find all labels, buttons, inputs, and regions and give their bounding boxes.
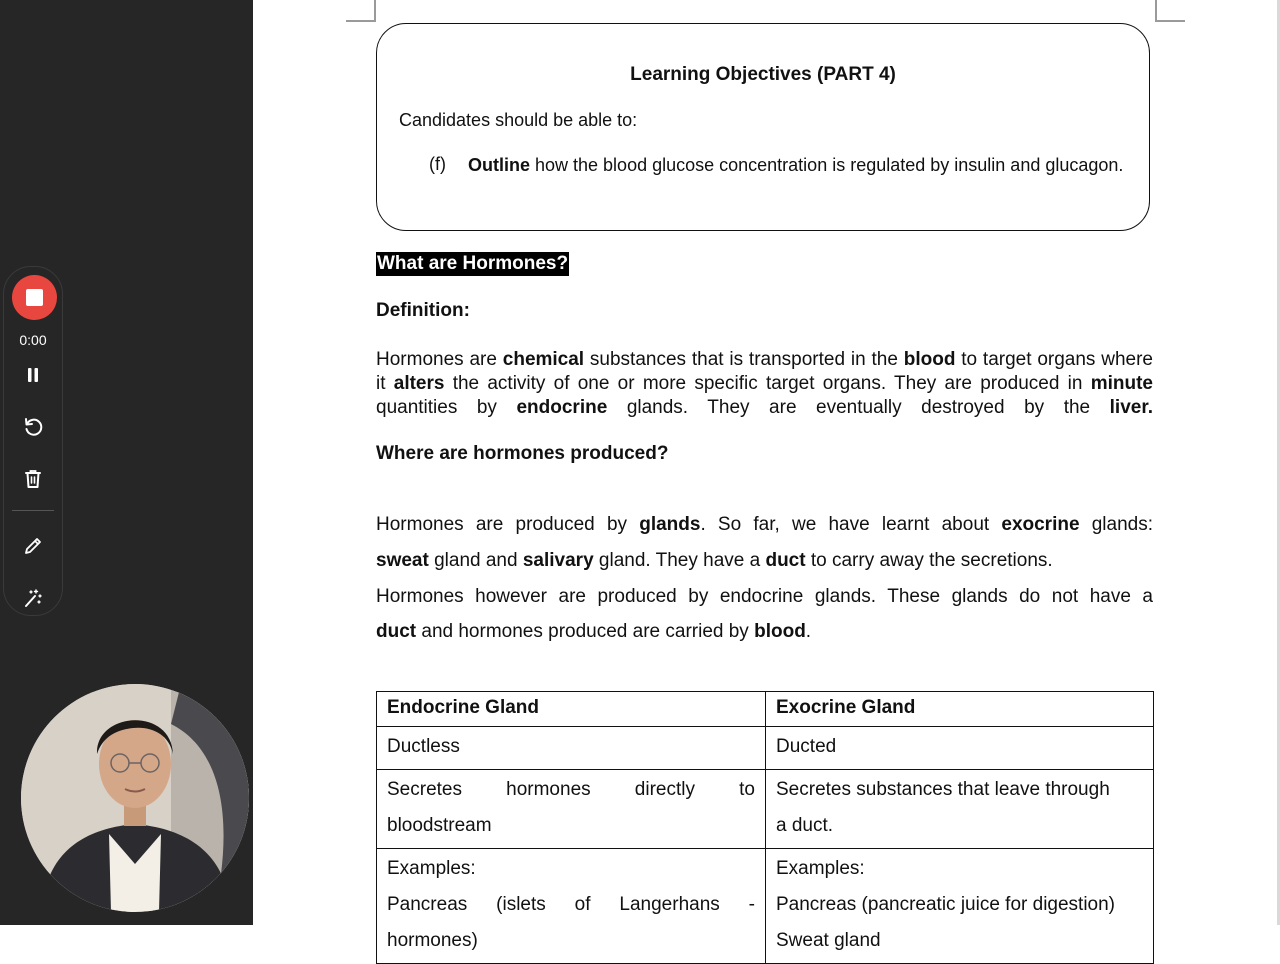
section-heading: What are Hormones? <box>377 253 569 274</box>
webcam-preview <box>21 684 249 912</box>
cell-line: Pancreas (pancreatic juice for digestion) <box>776 894 1116 915</box>
bold-run: endocrine <box>516 397 608 418</box>
learning-objectives-box <box>376 23 1150 231</box>
table-row <box>377 770 1154 849</box>
stop-recording-button[interactable] <box>12 275 57 320</box>
table-cell <box>377 770 766 849</box>
bold-run: sweat <box>376 550 429 571</box>
exocrine-column-header: Exocrine Gland <box>766 692 1154 727</box>
bold-run: blood <box>903 349 956 370</box>
draw-button[interactable] <box>18 531 48 561</box>
table-row <box>377 849 1154 964</box>
table-cell: Ductless <box>377 727 766 770</box>
effects-button[interactable] <box>18 583 48 613</box>
stop-icon <box>26 289 43 306</box>
restart-button[interactable] <box>18 412 48 442</box>
toolbar-divider <box>12 510 54 511</box>
text-run: Hormones are <box>376 349 503 370</box>
cell-line: hormones) <box>387 930 478 951</box>
bold-run: salivary <box>522 550 594 571</box>
magic-wand-icon <box>22 587 44 609</box>
cell-line: Pancreas (islets of Langerhans - <box>387 894 755 915</box>
glands-line-3: Hormones however are produced by endocrine glands. These glands do not have a <box>376 586 1153 607</box>
text-run: gland. They have a <box>593 550 766 571</box>
text-run: the activity of one or more specific target organs. They are produced in <box>444 373 1091 394</box>
table-cell <box>766 770 1154 849</box>
cell-line: Secretes substances that leave through <box>776 779 1110 800</box>
delete-button[interactable] <box>18 464 48 494</box>
text-run: gland and <box>428 550 523 571</box>
gland-comparison-table <box>376 691 1154 964</box>
table-cell: Ducted <box>766 727 1154 770</box>
table-cell <box>766 849 1154 964</box>
pause-icon <box>23 365 43 385</box>
bold-run: alters <box>393 373 445 394</box>
recording-toolbar <box>3 266 63 616</box>
objectives-title: Learning Objectives (PART 4) <box>630 64 896 85</box>
pen-icon <box>22 535 44 557</box>
recorder-pane <box>0 0 253 925</box>
glands-line-2 <box>376 549 1153 573</box>
text-run: glands. They are eventually destroyed by the <box>607 397 1110 418</box>
cell-line: Examples: <box>387 858 476 879</box>
bold-run: chemical <box>502 349 585 370</box>
definition-label: Definition: <box>376 300 470 321</box>
text-run: substances that is transported in the <box>584 349 904 370</box>
bold-run: duct <box>376 621 417 642</box>
objectives-intro: Candidates should be able to: <box>399 110 638 130</box>
glands-line-1 <box>376 513 1153 537</box>
cell-line: Sweat gland <box>776 930 881 951</box>
objective-item-description: how the blood glucose concentration is regulated by insulin and glucagon. <box>530 155 1124 175</box>
presenter-video <box>21 684 249 912</box>
text-run: Hormones are produced by <box>376 514 640 535</box>
text-run: to target organs where it <box>376 349 1153 394</box>
objective-item-marker: (f) <box>429 154 446 174</box>
bold-run: minute <box>1090 373 1153 394</box>
trash-icon <box>23 468 43 490</box>
table-header-row <box>377 692 1154 727</box>
text-run: to carry away the secretions. <box>805 550 1053 571</box>
cell-line: bloodstream <box>387 815 492 836</box>
cell-line: Examples: <box>776 858 865 879</box>
document-page <box>253 0 1277 951</box>
cell-line: Secretes hormones directly to <box>387 779 755 800</box>
table-cell <box>377 849 766 964</box>
crop-mark-left <box>346 0 376 22</box>
objective-item-verb: Outline <box>468 155 530 175</box>
bold-run: liver. <box>1109 397 1153 418</box>
objective-item-text <box>468 154 1129 176</box>
restart-icon <box>22 416 44 438</box>
cell-line: a duct. <box>776 815 834 836</box>
pause-button[interactable] <box>18 360 48 390</box>
table-row <box>377 727 1154 770</box>
recording-timer: 0:00 <box>19 332 47 348</box>
endocrine-column-header: Endocrine Gland <box>377 692 766 727</box>
bold-run: glands <box>639 514 701 535</box>
definition-paragraph <box>376 348 1153 420</box>
bold-run: exocrine <box>1001 514 1080 535</box>
where-produced-heading: Where are hormones produced? <box>376 443 669 464</box>
text-run: quantities by <box>376 397 517 418</box>
text-run: and hormones produced are carried by <box>416 621 755 642</box>
glands-line-4 <box>376 620 1153 644</box>
crop-mark-right <box>1155 0 1185 22</box>
text-run: . <box>805 621 812 642</box>
text-run: . So far, we have learnt about <box>700 514 1002 535</box>
bold-run: blood <box>754 621 806 642</box>
text-run: glands: <box>1079 514 1154 535</box>
bold-run: duct <box>765 550 806 571</box>
